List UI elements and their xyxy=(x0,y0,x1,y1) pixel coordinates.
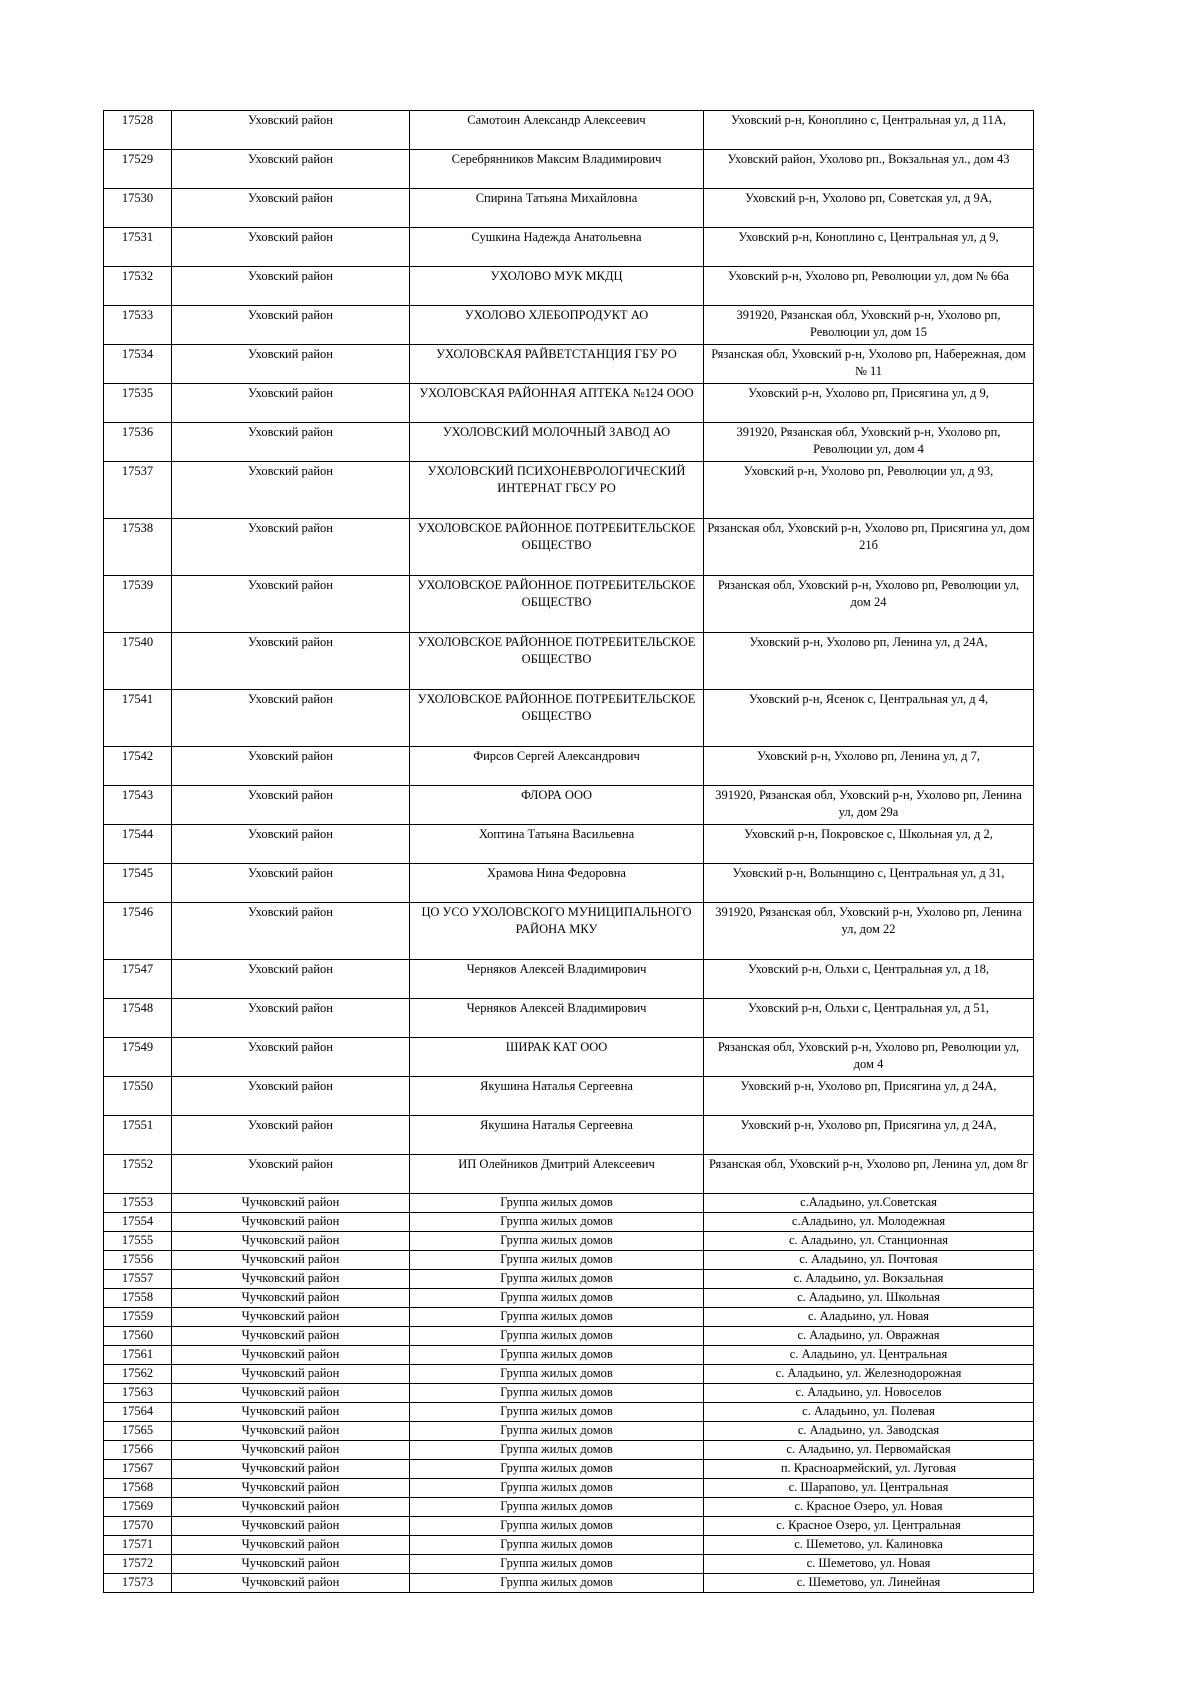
address-cell: 391920, Рязанская обл, Уховский р-н, Ухолово рп, Революции ул, дом 15 xyxy=(704,306,1034,345)
district-cell: Чучковский район xyxy=(172,1213,410,1232)
district-cell: Уховский район xyxy=(172,462,410,519)
address-cell: Уховский р-н, Коноплино с, Центральная ул, д 11А, xyxy=(704,111,1034,150)
address-cell: Рязанская обл, Уховский р-н, Ухолово рп, Ленина ул, дом 8г xyxy=(704,1155,1034,1194)
district-cell: Уховский район xyxy=(172,747,410,786)
address-cell: с. Аладьино, ул. Вокзальная xyxy=(704,1270,1034,1289)
row-number-cell: 17537 xyxy=(104,462,172,519)
address-cell: Уховский р-н, Ухолово рп, Присягина ул, д 9, xyxy=(704,384,1034,423)
row-number-cell: 17543 xyxy=(104,786,172,825)
organization-name-cell: Группа жилых домов xyxy=(410,1365,704,1384)
table-row xyxy=(104,1460,1034,1479)
row-number-cell: 17554 xyxy=(104,1213,172,1232)
district-cell: Уховский район xyxy=(172,576,410,633)
organization-name-cell: Группа жилых домов xyxy=(410,1479,704,1498)
table-row xyxy=(104,1403,1034,1422)
row-number-cell: 17533 xyxy=(104,306,172,345)
address-cell: с.Аладьино, ул. Молодежная xyxy=(704,1213,1034,1232)
row-number-cell: 17559 xyxy=(104,1308,172,1327)
district-cell: Чучковский район xyxy=(172,1194,410,1213)
address-cell: с. Аладьино, ул. Центральная xyxy=(704,1346,1034,1365)
row-number-cell: 17530 xyxy=(104,189,172,228)
row-number-cell: 17572 xyxy=(104,1555,172,1574)
row-number-cell: 17573 xyxy=(104,1574,172,1593)
table-row xyxy=(104,999,1034,1038)
organization-name-cell: Группа жилых домов xyxy=(410,1194,704,1213)
row-number-cell: 17541 xyxy=(104,690,172,747)
district-cell: Уховский район xyxy=(172,1116,410,1155)
organization-name-cell: Фирсов Сергей Александрович xyxy=(410,747,704,786)
row-number-cell: 17551 xyxy=(104,1116,172,1155)
address-cell: с. Аладьино, ул. Заводская xyxy=(704,1422,1034,1441)
table-row xyxy=(104,960,1034,999)
table-row xyxy=(104,423,1034,462)
district-cell: Чучковский район xyxy=(172,1327,410,1346)
row-number-cell: 17535 xyxy=(104,384,172,423)
district-cell: Уховский район xyxy=(172,519,410,576)
table-row xyxy=(104,903,1034,960)
address-cell: Уховский р-н, Ухолово рп, Ленина ул, д 7, xyxy=(704,747,1034,786)
organization-name-cell: Группа жилых домов xyxy=(410,1289,704,1308)
district-cell: Уховский район xyxy=(172,228,410,267)
organization-name-cell: Группа жилых домов xyxy=(410,1460,704,1479)
table-row xyxy=(104,576,1034,633)
address-cell: Уховский р-н, Ухолово рп, Советская ул, д 9А, xyxy=(704,189,1034,228)
table-row xyxy=(104,633,1034,690)
address-cell: Уховский р-н, Ольхи с, Центральная ул, д 51, xyxy=(704,999,1034,1038)
address-cell: с. Шеметово, ул. Калиновка xyxy=(704,1536,1034,1555)
organization-name-cell: УХОЛОВСКОЕ РАЙОННОЕ ПОТРЕБИТЕЛЬСКОЕ ОБЩЕСТВО xyxy=(410,519,704,576)
district-cell: Чучковский район xyxy=(172,1479,410,1498)
table-row xyxy=(104,1270,1034,1289)
table-row xyxy=(104,1479,1034,1498)
organization-name-cell: Спирина Татьяна Михайловна xyxy=(410,189,704,228)
district-cell: Чучковский район xyxy=(172,1365,410,1384)
table-row xyxy=(104,228,1034,267)
row-number-cell: 17566 xyxy=(104,1441,172,1460)
organization-name-cell: УХОЛОВСКОЕ РАЙОННОЕ ПОТРЕБИТЕЛЬСКОЕ ОБЩЕСТВО xyxy=(410,576,704,633)
organization-name-cell: Группа жилых домов xyxy=(410,1498,704,1517)
address-cell: с. Красное Озеро, ул. Центральная xyxy=(704,1517,1034,1536)
district-cell: Чучковский район xyxy=(172,1270,410,1289)
organization-name-cell: Группа жилых домов xyxy=(410,1536,704,1555)
row-number-cell: 17534 xyxy=(104,345,172,384)
table-row xyxy=(104,1422,1034,1441)
district-cell: Уховский район xyxy=(172,423,410,462)
district-cell: Уховский район xyxy=(172,690,410,747)
row-number-cell: 17545 xyxy=(104,864,172,903)
address-cell: Уховский р-н, Ухолово рп, Революции ул, д 93, xyxy=(704,462,1034,519)
table-row xyxy=(104,1441,1034,1460)
address-cell: с. Аладьино, ул. Полевая xyxy=(704,1403,1034,1422)
district-cell: Уховский район xyxy=(172,960,410,999)
district-cell: Уховский район xyxy=(172,306,410,345)
table-row xyxy=(104,111,1034,150)
row-number-cell: 17562 xyxy=(104,1365,172,1384)
table-row xyxy=(104,690,1034,747)
address-cell: с. Аладьино, ул. Первомайская xyxy=(704,1441,1034,1460)
table-row xyxy=(104,384,1034,423)
row-number-cell: 17565 xyxy=(104,1422,172,1441)
row-number-cell: 17531 xyxy=(104,228,172,267)
row-number-cell: 17561 xyxy=(104,1346,172,1365)
district-cell: Чучковский район xyxy=(172,1251,410,1270)
table-row xyxy=(104,1536,1034,1555)
organization-name-cell: УХОЛОВСКОЕ РАЙОННОЕ ПОТРЕБИТЕЛЬСКОЕ ОБЩЕСТВО xyxy=(410,633,704,690)
address-cell: с. Шеметово, ул. Новая xyxy=(704,1555,1034,1574)
district-cell: Уховский район xyxy=(172,345,410,384)
table-row xyxy=(104,1555,1034,1574)
address-cell: с. Аладьино, ул. Почтовая xyxy=(704,1251,1034,1270)
organization-name-cell: Сушкина Надежда Анатольевна xyxy=(410,228,704,267)
table-row xyxy=(104,747,1034,786)
table-row xyxy=(104,864,1034,903)
district-cell: Уховский район xyxy=(172,150,410,189)
row-number-cell: 17553 xyxy=(104,1194,172,1213)
row-number-cell: 17528 xyxy=(104,111,172,150)
address-cell: с. Аладьино, ул. Станционная xyxy=(704,1232,1034,1251)
organization-name-cell: Черняков Алексей Владимирович xyxy=(410,960,704,999)
district-cell: Уховский район xyxy=(172,786,410,825)
table-row xyxy=(104,1077,1034,1116)
organization-name-cell: УХОЛОВО ХЛЕБОПРОДУКТ АО xyxy=(410,306,704,345)
district-cell: Чучковский район xyxy=(172,1289,410,1308)
row-number-cell: 17529 xyxy=(104,150,172,189)
district-cell: Уховский район xyxy=(172,384,410,423)
organization-name-cell: Группа жилых домов xyxy=(410,1403,704,1422)
row-number-cell: 17538 xyxy=(104,519,172,576)
district-cell: Уховский район xyxy=(172,633,410,690)
row-number-cell: 17560 xyxy=(104,1327,172,1346)
address-cell: с. Аладьино, ул. Овражная xyxy=(704,1327,1034,1346)
district-cell: Чучковский район xyxy=(172,1517,410,1536)
address-cell: Уховский р-н, Коноплино с, Центральная ул, д 9, xyxy=(704,228,1034,267)
address-cell: Уховский р-н, Ухолово рп, Присягина ул, д 24А, xyxy=(704,1077,1034,1116)
organization-name-cell: Группа жилых домов xyxy=(410,1270,704,1289)
registry-table-body xyxy=(104,111,1034,1593)
district-cell: Уховский район xyxy=(172,267,410,306)
row-number-cell: 17539 xyxy=(104,576,172,633)
organization-name-cell: Группа жилых домов xyxy=(410,1517,704,1536)
organization-name-cell: Хоптина Татьяна Васильевна xyxy=(410,825,704,864)
row-number-cell: 17568 xyxy=(104,1479,172,1498)
table-row xyxy=(104,1194,1034,1213)
address-cell: с. Аладьино, ул. Школьная xyxy=(704,1289,1034,1308)
district-cell: Чучковский район xyxy=(172,1555,410,1574)
address-cell: с. Аладьино, ул. Новая xyxy=(704,1308,1034,1327)
organization-name-cell: УХОЛОВСКАЯ РАЙВЕТСТАНЦИЯ ГБУ РО xyxy=(410,345,704,384)
district-cell: Чучковский район xyxy=(172,1384,410,1403)
row-number-cell: 17540 xyxy=(104,633,172,690)
organization-name-cell: ШИРАК КАТ ООО xyxy=(410,1038,704,1077)
organization-name-cell: ИП Олейников Дмитрий Алексеевич xyxy=(410,1155,704,1194)
row-number-cell: 17564 xyxy=(104,1403,172,1422)
district-cell: Уховский район xyxy=(172,1038,410,1077)
address-cell: Уховский р-н, Ясенок с, Центральная ул, д 4, xyxy=(704,690,1034,747)
organization-name-cell: Группа жилых домов xyxy=(410,1441,704,1460)
table-row xyxy=(104,786,1034,825)
address-cell: 391920, Рязанская обл, Уховский р-н, Ухолово рп, Ленина ул, дом 22 xyxy=(704,903,1034,960)
organization-name-cell: Якушина Наталья Сергеевна xyxy=(410,1077,704,1116)
row-number-cell: 17556 xyxy=(104,1251,172,1270)
organization-name-cell: Серебрянников Максим Владимирович xyxy=(410,150,704,189)
table-row xyxy=(104,1517,1034,1536)
district-cell: Чучковский район xyxy=(172,1422,410,1441)
row-number-cell: 17558 xyxy=(104,1289,172,1308)
address-cell: Уховский р-н, Волынщино с, Центральная ул, д 31, xyxy=(704,864,1034,903)
organization-name-cell: ЦО УСО УХОЛОВСКОГО МУНИЦИПАЛЬНОГО РАЙОНА МКУ xyxy=(410,903,704,960)
address-cell: 391920, Рязанская обл, Уховский р-н, Ухолово рп, Ленина ул, дом 29а xyxy=(704,786,1034,825)
organization-name-cell: УХОЛОВСКАЯ РАЙОННАЯ АПТЕКА №124 ООО xyxy=(410,384,704,423)
organization-name-cell: Группа жилых домов xyxy=(410,1251,704,1270)
address-cell: с. Шеметово, ул. Линейная xyxy=(704,1574,1034,1593)
row-number-cell: 17552 xyxy=(104,1155,172,1194)
table-row xyxy=(104,519,1034,576)
address-cell: Уховский р-н, Ухолово рп, Присягина ул, д 24А, xyxy=(704,1116,1034,1155)
table-row xyxy=(104,1155,1034,1194)
table-row xyxy=(104,462,1034,519)
district-cell: Чучковский район xyxy=(172,1536,410,1555)
organization-name-cell: Группа жилых домов xyxy=(410,1346,704,1365)
district-cell: Уховский район xyxy=(172,864,410,903)
row-number-cell: 17549 xyxy=(104,1038,172,1077)
district-cell: Чучковский район xyxy=(172,1460,410,1479)
organization-name-cell: УХОЛОВО МУК МКДЦ xyxy=(410,267,704,306)
row-number-cell: 17532 xyxy=(104,267,172,306)
organization-name-cell: ФЛОРА ООО xyxy=(410,786,704,825)
table-row xyxy=(104,825,1034,864)
address-cell: Уховский р-н, Ухолово рп, Ленина ул, д 24А, xyxy=(704,633,1034,690)
address-cell: Рязанская обл, Уховский р-н, Ухолово рп, Революции ул, дом 24 xyxy=(704,576,1034,633)
table-row xyxy=(104,150,1034,189)
address-cell: Уховский район, Ухолово рп., Вокзальная ул., дом 43 xyxy=(704,150,1034,189)
address-cell: Уховский р-н, Ольхи с, Центральная ул, д 18, xyxy=(704,960,1034,999)
organization-name-cell: Самотоин Александр Алексеевич xyxy=(410,111,704,150)
organization-name-cell: Группа жилых домов xyxy=(410,1327,704,1346)
row-number-cell: 17557 xyxy=(104,1270,172,1289)
organization-name-cell: Черняков Алексей Владимирович xyxy=(410,999,704,1038)
row-number-cell: 17546 xyxy=(104,903,172,960)
row-number-cell: 17542 xyxy=(104,747,172,786)
row-number-cell: 17569 xyxy=(104,1498,172,1517)
organization-name-cell: Группа жилых домов xyxy=(410,1232,704,1251)
address-cell: Рязанская обл, Уховский р-н, Ухолово рп, Революции ул, дом 4 xyxy=(704,1038,1034,1077)
table-row xyxy=(104,1308,1034,1327)
row-number-cell: 17548 xyxy=(104,999,172,1038)
table-row xyxy=(104,345,1034,384)
district-cell: Уховский район xyxy=(172,189,410,228)
row-number-cell: 17547 xyxy=(104,960,172,999)
organization-name-cell: УХОЛОВСКОЕ РАЙОННОЕ ПОТРЕБИТЕЛЬСКОЕ ОБЩЕСТВО xyxy=(410,690,704,747)
organization-name-cell: Группа жилых домов xyxy=(410,1308,704,1327)
address-cell: Рязанская обл, Уховский р-н, Ухолово рп, Набережная, дом № 11 xyxy=(704,345,1034,384)
district-cell: Уховский район xyxy=(172,825,410,864)
row-number-cell: 17550 xyxy=(104,1077,172,1116)
address-cell: с.Аладьино, ул.Советская xyxy=(704,1194,1034,1213)
district-cell: Чучковский район xyxy=(172,1441,410,1460)
address-cell: Рязанская обл, Уховский р-н, Ухолово рп, Присягина ул, дом 21б xyxy=(704,519,1034,576)
organization-name-cell: Группа жилых домов xyxy=(410,1422,704,1441)
table-row xyxy=(104,306,1034,345)
district-cell: Уховский район xyxy=(172,111,410,150)
address-cell: Уховский р-н, Ухолово рп, Революции ул, дом № 66а xyxy=(704,267,1034,306)
district-cell: Чучковский район xyxy=(172,1232,410,1251)
district-cell: Уховский район xyxy=(172,1077,410,1116)
address-cell: с. Красное Озеро, ул. Новая xyxy=(704,1498,1034,1517)
organization-name-cell: Храмова Нина Федоровна xyxy=(410,864,704,903)
district-cell: Чучковский район xyxy=(172,1346,410,1365)
row-number-cell: 17571 xyxy=(104,1536,172,1555)
organization-name-cell: УХОЛОВСКИЙ МОЛОЧНЫЙ ЗАВОД АО xyxy=(410,423,704,462)
table-row xyxy=(104,1346,1034,1365)
district-cell: Чучковский район xyxy=(172,1574,410,1593)
table-row xyxy=(104,1574,1034,1593)
table-row xyxy=(104,267,1034,306)
organization-name-cell: Группа жилых домов xyxy=(410,1384,704,1403)
district-cell: Чучковский район xyxy=(172,1403,410,1422)
row-number-cell: 17536 xyxy=(104,423,172,462)
table-row xyxy=(104,1213,1034,1232)
table-row xyxy=(104,1384,1034,1403)
district-cell: Чучковский район xyxy=(172,1308,410,1327)
table-row xyxy=(104,1289,1034,1308)
address-cell: с. Шарапово, ул. Центральная xyxy=(704,1479,1034,1498)
table-row xyxy=(104,1232,1034,1251)
district-cell: Уховский район xyxy=(172,903,410,960)
table-row xyxy=(104,189,1034,228)
address-cell: 391920, Рязанская обл, Уховский р-н, Ухолово рп, Революции ул, дом 4 xyxy=(704,423,1034,462)
organization-name-cell: Группа жилых домов xyxy=(410,1213,704,1232)
row-number-cell: 17567 xyxy=(104,1460,172,1479)
table-row xyxy=(104,1498,1034,1517)
row-number-cell: 17570 xyxy=(104,1517,172,1536)
organization-name-cell: Группа жилых домов xyxy=(410,1555,704,1574)
address-cell: с. Аладьино, ул. Новоселов xyxy=(704,1384,1034,1403)
registry-table xyxy=(103,110,1034,1593)
organization-name-cell: УХОЛОВСКИЙ ПСИХОНЕВРОЛОГИЧЕСКИЙ ИНТЕРНАТ ГБСУ РО xyxy=(410,462,704,519)
district-cell: Уховский район xyxy=(172,999,410,1038)
address-cell: Уховский р-н, Покровское с, Школьная ул, д 2, xyxy=(704,825,1034,864)
organization-name-cell: Группа жилых домов xyxy=(410,1574,704,1593)
address-cell: с. Аладьино, ул. Железнодорожная xyxy=(704,1365,1034,1384)
table-row xyxy=(104,1116,1034,1155)
table-row xyxy=(104,1327,1034,1346)
row-number-cell: 17563 xyxy=(104,1384,172,1403)
address-cell: п. Красноармейский, ул. Луговая xyxy=(704,1460,1034,1479)
district-cell: Уховский район xyxy=(172,1155,410,1194)
row-number-cell: 17544 xyxy=(104,825,172,864)
organization-name-cell: Якушина Наталья Сергеевна xyxy=(410,1116,704,1155)
table-row xyxy=(104,1038,1034,1077)
district-cell: Чучковский район xyxy=(172,1498,410,1517)
table-row xyxy=(104,1251,1034,1270)
table-row xyxy=(104,1365,1034,1384)
row-number-cell: 17555 xyxy=(104,1232,172,1251)
